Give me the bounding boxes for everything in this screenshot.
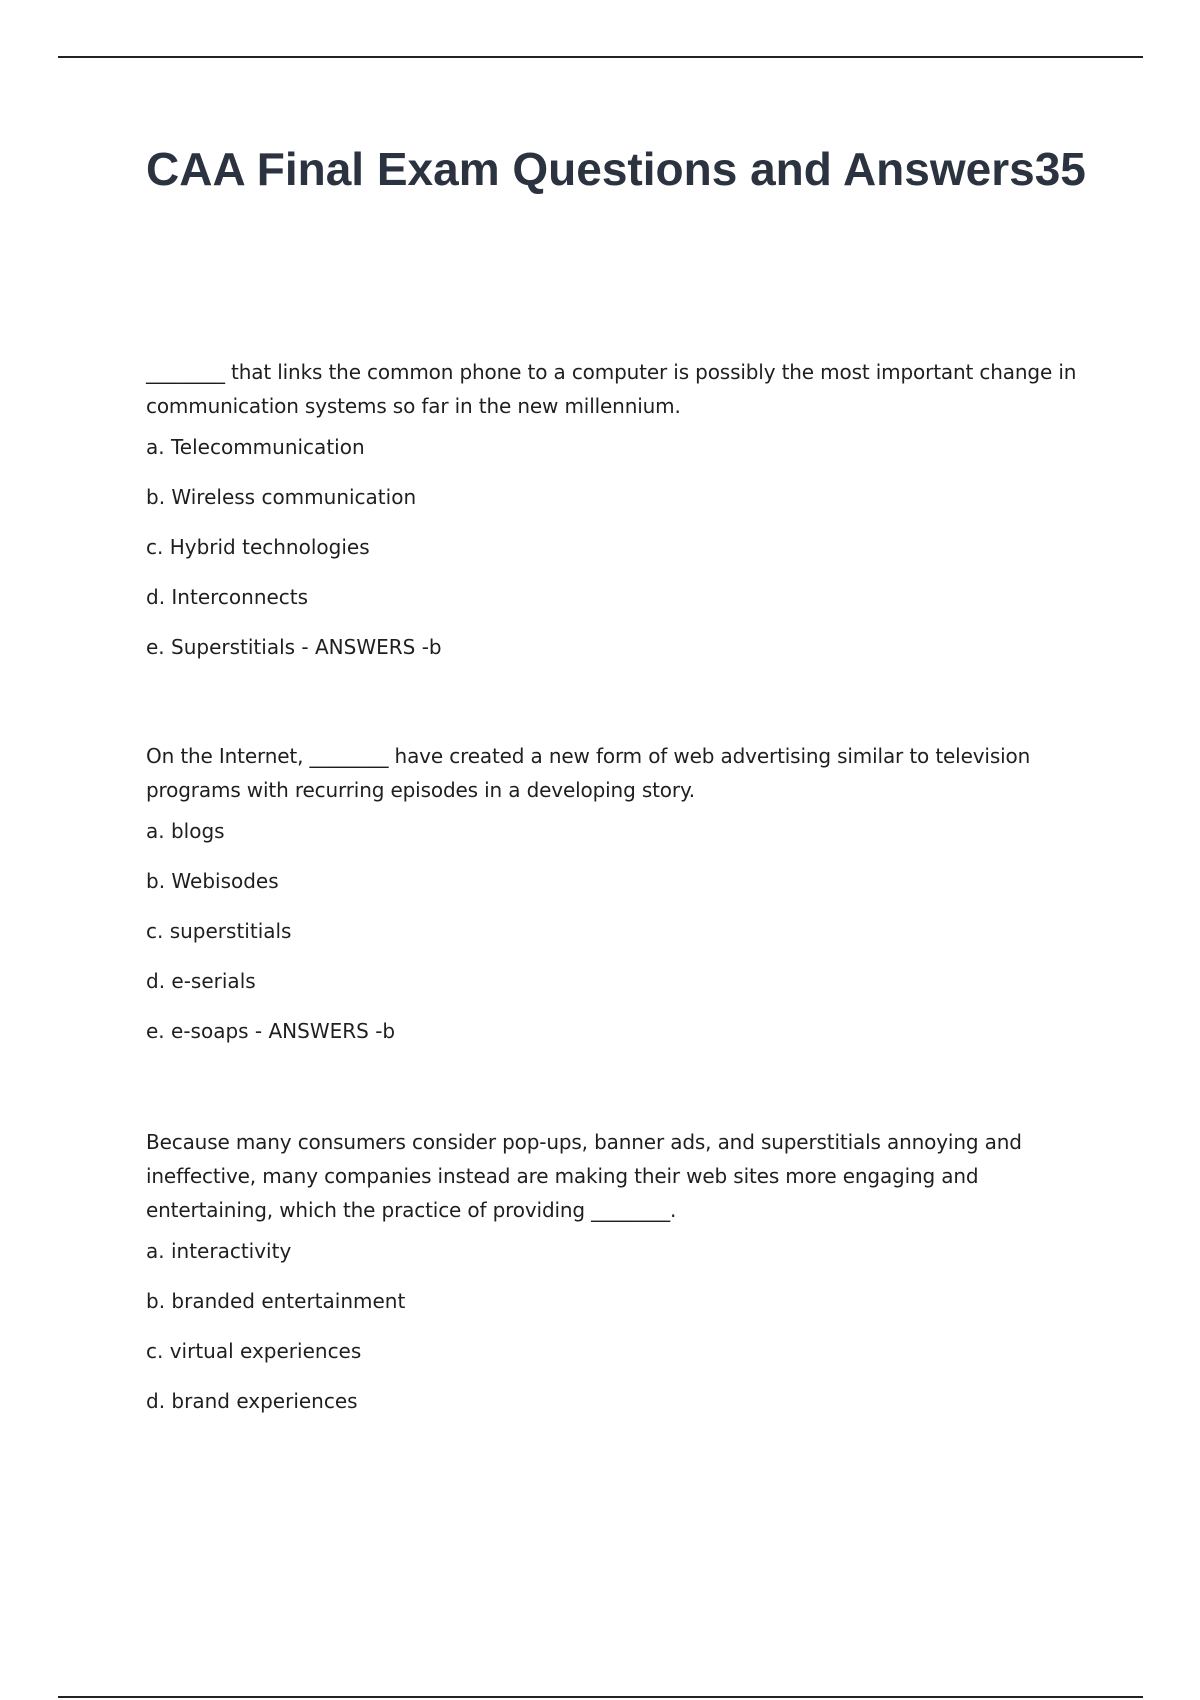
question-text: On the Internet, ________ have created a new form of web advertising similar to television programs with recurring episodes in a developing story. (146, 744, 1031, 802)
option-list (146, 819, 1096, 1043)
question-1 (146, 355, 1096, 685)
option-item: c. superstitials (146, 919, 292, 943)
option-item: c. Hybrid technologies (146, 535, 370, 559)
option-item-answer: e. Superstitials - ANSWERS -b (146, 635, 442, 659)
option-item: d. brand experiences (146, 1389, 358, 1413)
option-item-answer: e. e-soaps - ANSWERS -b (146, 1019, 396, 1043)
document-title: CAA Final Exam Questions and Answers35 (146, 143, 1086, 195)
document-body (146, 140, 1096, 1413)
option-item: a. blogs (146, 819, 225, 843)
option-item: a. interactivity (146, 1239, 292, 1263)
option-item: a. Telecommunication (146, 435, 365, 459)
option-item: c. virtual experiences (146, 1339, 362, 1363)
option-item: b. branded entertainment (146, 1289, 406, 1313)
top-divider (58, 56, 1143, 58)
bottom-divider (58, 1696, 1143, 1698)
option-list (146, 1239, 1096, 1413)
question-2 (146, 739, 1096, 1069)
option-item: d. e-serials (146, 969, 256, 993)
option-item: d. Interconnects (146, 585, 309, 609)
option-item: b. Webisodes (146, 869, 279, 893)
option-list (146, 435, 1096, 659)
question-text: ________ that links the common phone to a computer is possibly the most important change in communication systems so far in the new millennium. (146, 360, 1077, 418)
question-text: Because many consumers consider pop-ups, banner ads, and superstitials annoying and ineffective, many companies instead are making their web sites more engaging and entertaining, which the practice of providing ________. (146, 1130, 1022, 1222)
question-3 (146, 1125, 1096, 1439)
option-item: b. Wireless communication (146, 485, 417, 509)
